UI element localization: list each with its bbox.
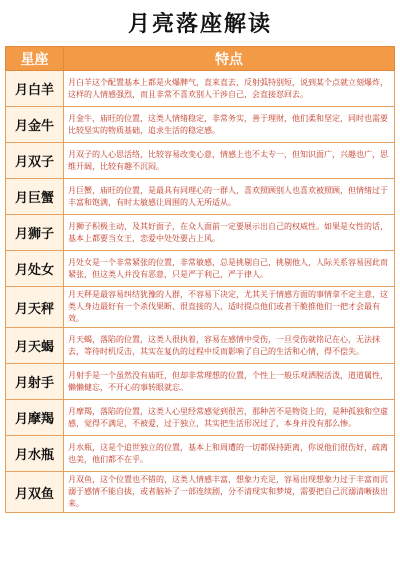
table-row: [6, 179, 395, 215]
sign-description: 月射手是一个虽然没有庙旺，但却非常理想的位置，个性上一般乐观洒脱活泼，道道属性，懒懒健忘，不开心的事转眼就忘。: [64, 364, 395, 400]
sign-description: 月巨蟹，庙旺的位置，是最具有同理心的一群人，喜欢照顾别人也喜欢被照顾，但情绪过于丰富和饱满，有时太敏感让周围的人无所适从。: [64, 179, 395, 215]
sign-name: 月白羊: [6, 71, 64, 107]
sign-name: 月巨蟹: [6, 179, 64, 215]
sign-name: 月狮子: [6, 215, 64, 251]
sign-description: 月白羊这个配置基本上都是火爆脾气，直来直去，反射弧特别短，说到某个点就立刻爆炸，这样的人情感强烈，而且非常不喜欢别人干涉自己，会直接怼回去。: [64, 71, 395, 107]
table-row: [6, 287, 395, 328]
table-row: [6, 400, 395, 436]
table-row: [6, 328, 395, 364]
sign-name: 月双鱼: [6, 472, 64, 513]
sign-name: 月射手: [6, 364, 64, 400]
sign-description: 月金牛，庙旺的位置，这类人情绪稳定，非常务实，善于理财，他们柔和坚定，同时也需要比较坚实的物质基础，追求生活的稳定感。: [64, 107, 395, 143]
sign-name: 月水瓶: [6, 436, 64, 472]
header-sign: 星座: [6, 47, 64, 71]
moon-sign-table: [5, 46, 395, 513]
table-row: [6, 251, 395, 287]
sign-description: 月双子的人心思活络，比较容易改变心意，情感上也不太专一，但知识面广，兴趣也广，思维开阔，比较有趣不沉闷。: [64, 143, 395, 179]
sign-description: 月水瓶，这是个追世独立的位置，基本上和周遭的一切都保持距离，你说他们很伤好，疏离也美，他们都不在乎。: [64, 436, 395, 472]
table-row: [6, 107, 395, 143]
sign-name: 月摩羯: [6, 400, 64, 436]
table-row: [6, 472, 395, 513]
table-row: [6, 71, 395, 107]
sign-name: 月天蝎: [6, 328, 64, 364]
table-row: [6, 215, 395, 251]
sign-name: 月天秤: [6, 287, 64, 328]
page-title: 月亮落座解读: [127, 12, 272, 37]
sign-description: 月天蝎，落陷的位置，这类人很执着，容易在感情中受伤，一旦受伤就铭记在心，无法抹去，等待时机反击，其实在复仇的过程中反而影响了自己的生活和心情，得不偿失。: [64, 328, 395, 364]
sign-name: 月处女: [6, 251, 64, 287]
sign-description: 月狮子积极主动，及其好面子，在众人面前一定要展示出自己的权威性。如果是女性的话，基本上都要当女王，恋爱中处处要占上风。: [64, 215, 395, 251]
sign-description: 月天秤是最容易纠结犹豫的人群，不容易下决定，尤其关于情感方面的事情拿不定主意，这类人身边最好有一个杀伐果断、很直接的人，适时提点他们或者干脆推他们一把才会最有效。: [64, 287, 395, 328]
table-row: [6, 143, 395, 179]
table-row: [6, 436, 395, 472]
sign-description: 月处女是一个非常紧张的位置，非常敏感，总是挑剔自己，挑剔他人，人际关系容易因此而紧张，但这类人并没有恶意，只是严于利己，严于律人。: [64, 251, 395, 287]
table-header-row: [6, 47, 395, 71]
sign-description: 月摩羯，落陷的位置，这类人心里经常感觉到很苦，那种苦不是物资上的，是种孤独和空虚感，觉得不满足，不被爱，过于独立，其实把生活形况过了，本身并没有那么惨。: [64, 400, 395, 436]
header-desc: 特点: [64, 47, 395, 71]
sign-description: 月双鱼，这个位置也不错的，这类人情感丰富，想象力充足，容易出现想象力过于丰富而沉溺于感情不能自拔，或者脑补了一部连续剧，分不清现实和梦境，需要把自己沉溺清晰拔出来。: [64, 472, 395, 513]
table-body: [6, 71, 395, 513]
table-row: [6, 364, 395, 400]
sign-name: 月金牛: [6, 107, 64, 143]
sign-name: 月双子: [6, 143, 64, 179]
